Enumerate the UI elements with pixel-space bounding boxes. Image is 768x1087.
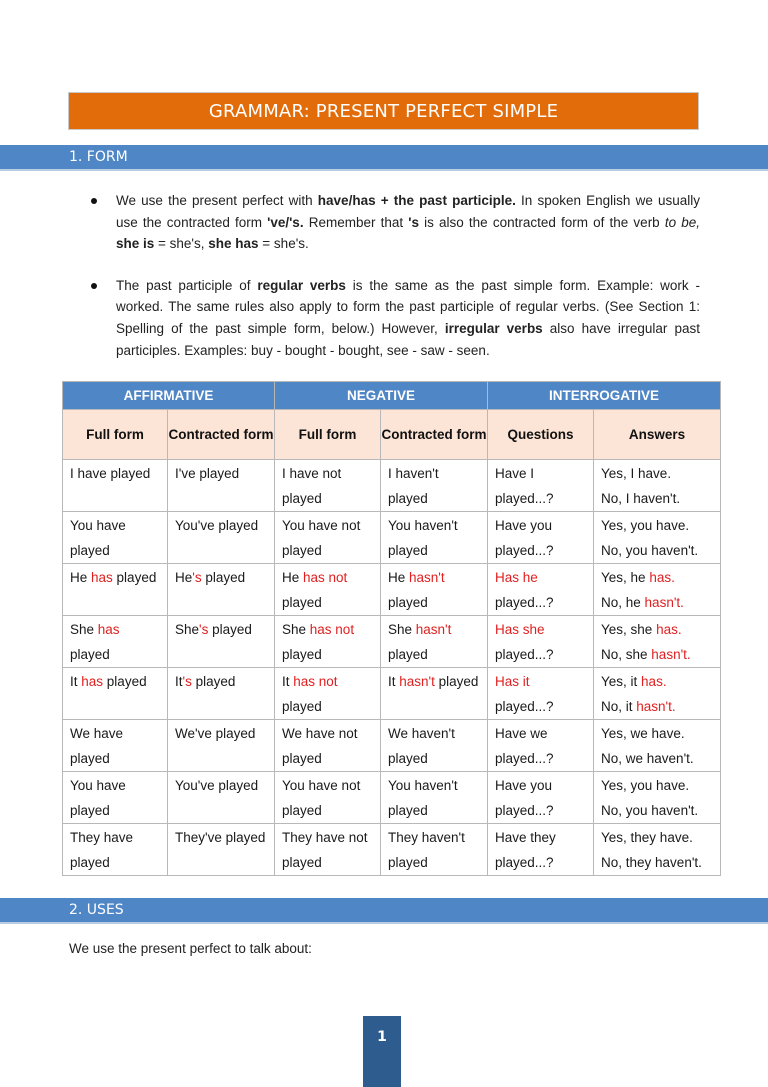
table-cell: It has not played bbox=[275, 668, 381, 720]
table-cell: They have played bbox=[63, 824, 168, 876]
table-cell: Yes, it has. No, it hasn't. bbox=[594, 668, 721, 720]
table-row bbox=[63, 512, 721, 564]
table-cell: Yes, she has. No, she hasn't. bbox=[594, 616, 721, 668]
table-cell: He's played bbox=[168, 564, 275, 616]
table-cell: You haven't played bbox=[381, 772, 488, 824]
uses-intro-text: We use the present perfect to talk about: bbox=[69, 941, 312, 956]
table-cell: We haven't played bbox=[381, 720, 488, 772]
table-cell: We have played bbox=[63, 720, 168, 772]
table-cell: It hasn't played bbox=[381, 668, 488, 720]
table-cell: She hasn't played bbox=[381, 616, 488, 668]
table-row bbox=[63, 772, 721, 824]
table-row bbox=[63, 616, 721, 668]
column-header: Contracted form bbox=[168, 410, 275, 460]
table-cell: Yes, I have. No, I haven't. bbox=[594, 460, 721, 512]
column-header: Contracted form bbox=[381, 410, 488, 460]
page-number-badge: 1 bbox=[363, 1016, 401, 1087]
table-cell: They haven't played bbox=[381, 824, 488, 876]
table-cell: They have not played bbox=[275, 824, 381, 876]
table-cell: Have you played...? bbox=[488, 512, 594, 564]
table-cell: Have they played...? bbox=[488, 824, 594, 876]
table-cell: Have I played...? bbox=[488, 460, 594, 512]
column-header: Full form bbox=[275, 410, 381, 460]
table-cell: Yes, you have. No, you haven't. bbox=[594, 772, 721, 824]
table-cell: It's played bbox=[168, 668, 275, 720]
table-group-header-row bbox=[63, 382, 721, 410]
table-cell: You've played bbox=[168, 772, 275, 824]
table-row bbox=[63, 460, 721, 512]
table-row bbox=[63, 668, 721, 720]
table-cell: He has played bbox=[63, 564, 168, 616]
table-cell: We have not played bbox=[275, 720, 381, 772]
conjugation-table bbox=[62, 381, 721, 876]
table-cell: Yes, they have. No, they haven't. bbox=[594, 824, 721, 876]
table-cell: You have played bbox=[63, 772, 168, 824]
bullet-item bbox=[68, 190, 700, 255]
bullet-text: We use the present perfect with have/has + the past participle. In spoken English we usually use the contracted form 've/'s. Remember that 's is also the contracted form of the verb to be, she is = she's, she has = she's. bbox=[116, 193, 701, 252]
table-row bbox=[63, 564, 721, 616]
table-column-header-row bbox=[63, 410, 721, 460]
section-heading-uses: 2. USES bbox=[0, 898, 768, 922]
table-cell: He has not played bbox=[275, 564, 381, 616]
group-header-interrogative: INTERROGATIVE bbox=[488, 382, 721, 410]
table-cell: You have not played bbox=[275, 772, 381, 824]
table-cell: Yes, you have. No, you haven't. bbox=[594, 512, 721, 564]
table-cell: Has he played...? bbox=[488, 564, 594, 616]
table-cell: I have played bbox=[63, 460, 168, 512]
page-title: GRAMMAR: PRESENT PERFECT SIMPLE bbox=[68, 92, 699, 130]
table-cell: You have played bbox=[63, 512, 168, 564]
column-header: Questions bbox=[488, 410, 594, 460]
table-cell: I've played bbox=[168, 460, 275, 512]
table-cell: Have we played...? bbox=[488, 720, 594, 772]
table-cell: You've played bbox=[168, 512, 275, 564]
table-cell: Has she played...? bbox=[488, 616, 594, 668]
table-cell: We've played bbox=[168, 720, 275, 772]
form-bullet-list bbox=[68, 190, 700, 361]
bullet-text: The past participle of regular verbs is the same as the past simple form. Example: work - worked. The same rules also apply to form the past participle of regular verbs. (See Section 1: Spelling of the past simple form, below.) However, irregular verbs also have irregular past participles. Examples: buy - bought - bought, see - saw - seen. bbox=[116, 277, 701, 358]
bullet-dot-icon bbox=[91, 198, 97, 204]
group-header-affirmative: AFFIRMATIVE bbox=[63, 382, 275, 410]
table-row bbox=[63, 824, 721, 876]
table-cell: You haven't played bbox=[381, 512, 488, 564]
section-heading-form: 1. FORM bbox=[0, 145, 768, 169]
table-cell: He hasn't played bbox=[381, 564, 488, 616]
table-cell: Yes, we have. No, we haven't. bbox=[594, 720, 721, 772]
table-cell: It has played bbox=[63, 668, 168, 720]
table-cell: I haven't played bbox=[381, 460, 488, 512]
table-cell: Have you played...? bbox=[488, 772, 594, 824]
table-cell: She has not played bbox=[275, 616, 381, 668]
table-cell: I have not played bbox=[275, 460, 381, 512]
column-header: Full form bbox=[63, 410, 168, 460]
bullet-dot-icon bbox=[91, 283, 97, 289]
table-cell: Yes, he has. No, he hasn't. bbox=[594, 564, 721, 616]
table-row bbox=[63, 720, 721, 772]
table-cell: They've played bbox=[168, 824, 275, 876]
bullet-item bbox=[68, 275, 700, 361]
table-cell: She's played bbox=[168, 616, 275, 668]
table-cell: You have not played bbox=[275, 512, 381, 564]
group-header-negative: NEGATIVE bbox=[275, 382, 488, 410]
table-cell: She has played bbox=[63, 616, 168, 668]
table-cell: Has it played...? bbox=[488, 668, 594, 720]
column-header: Answers bbox=[594, 410, 721, 460]
